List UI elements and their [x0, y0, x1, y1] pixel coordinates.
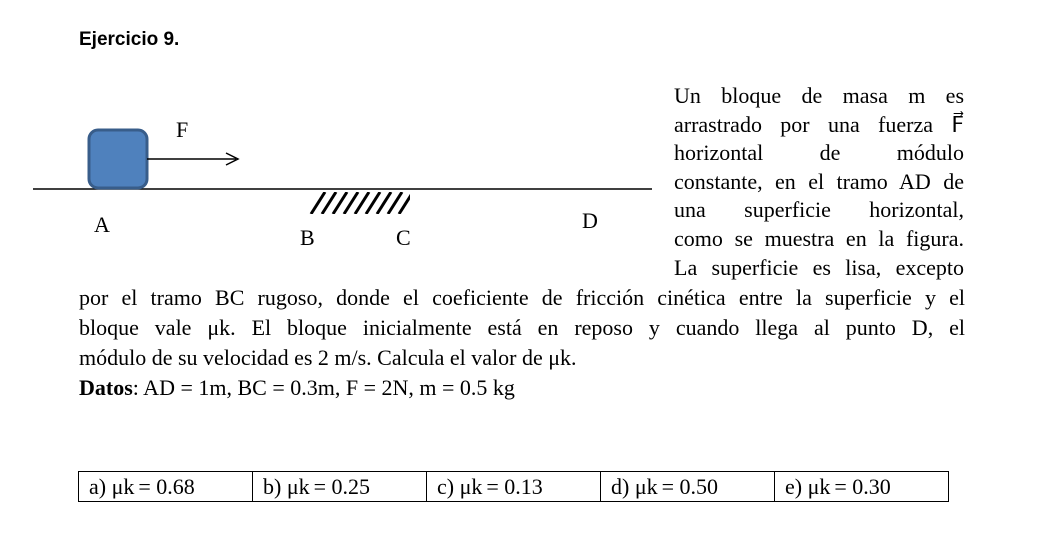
data-label: Datos: [79, 375, 133, 400]
exercise-title: Ejercicio 9.: [79, 29, 180, 50]
side-line-7: La superficie es lisa, excepto: [674, 254, 964, 280]
problem-text-main: [79, 283, 965, 403]
force-label: F: [176, 117, 189, 142]
answer-option-e[interactable]: e) μk = 0.30: [785, 474, 891, 499]
data-line: [79, 373, 965, 403]
main-line-2: bloque vale μk. El bloque inicialmente está en reposo y cuando llega al punto D, el: [79, 315, 965, 340]
answer-option-b[interactable]: b) μk = 0.25: [253, 472, 427, 501]
answer-option-d[interactable]: d) μk = 0.50: [601, 472, 775, 501]
side-line-6: como se muestra en la figura.: [674, 225, 964, 251]
data-values: : AD = 1m, BC = 0.3m, F = 2N, m = 0.5 kg: [132, 375, 515, 400]
mu-symbol: μk: [286, 474, 310, 499]
force-arrow: [147, 153, 238, 165]
side-line-5: una superficie horizontal,: [674, 197, 964, 223]
mu-symbol: μk: [111, 474, 135, 499]
point-d-label: D: [582, 208, 598, 233]
mu-symbol: μk: [634, 474, 658, 499]
side-line-3: horizontal de módulo: [674, 140, 964, 166]
rough-surface-hatch: [311, 192, 413, 214]
answer-option-a[interactable]: a) μk = 0.68: [79, 472, 253, 501]
problem-text-side: [674, 82, 964, 282]
main-line-3: módulo de su velocidad es 2 m/s. Calcula el valor de μk.: [79, 345, 577, 370]
answer-option-c[interactable]: c) μk = 0.13: [427, 472, 601, 501]
main-line-1: por el tramo BC rugoso, donde el coeficiente de fricción cinética entre la superficie y el: [79, 285, 965, 310]
physics-figure: [0, 0, 660, 270]
side-line-2: arrastrado por una fuerza F⃗: [674, 111, 964, 137]
mu-symbol: μk: [807, 474, 831, 499]
side-line-1: Un bloque de masa m es: [674, 83, 964, 108]
block: [89, 130, 147, 188]
point-a-label: A: [94, 212, 110, 237]
answer-options: [78, 471, 949, 502]
point-b-label: B: [300, 225, 315, 250]
point-c-label: C: [396, 225, 411, 250]
side-line-4: constante, en el tramo AD de: [674, 168, 964, 194]
mu-symbol: μk: [459, 474, 483, 499]
